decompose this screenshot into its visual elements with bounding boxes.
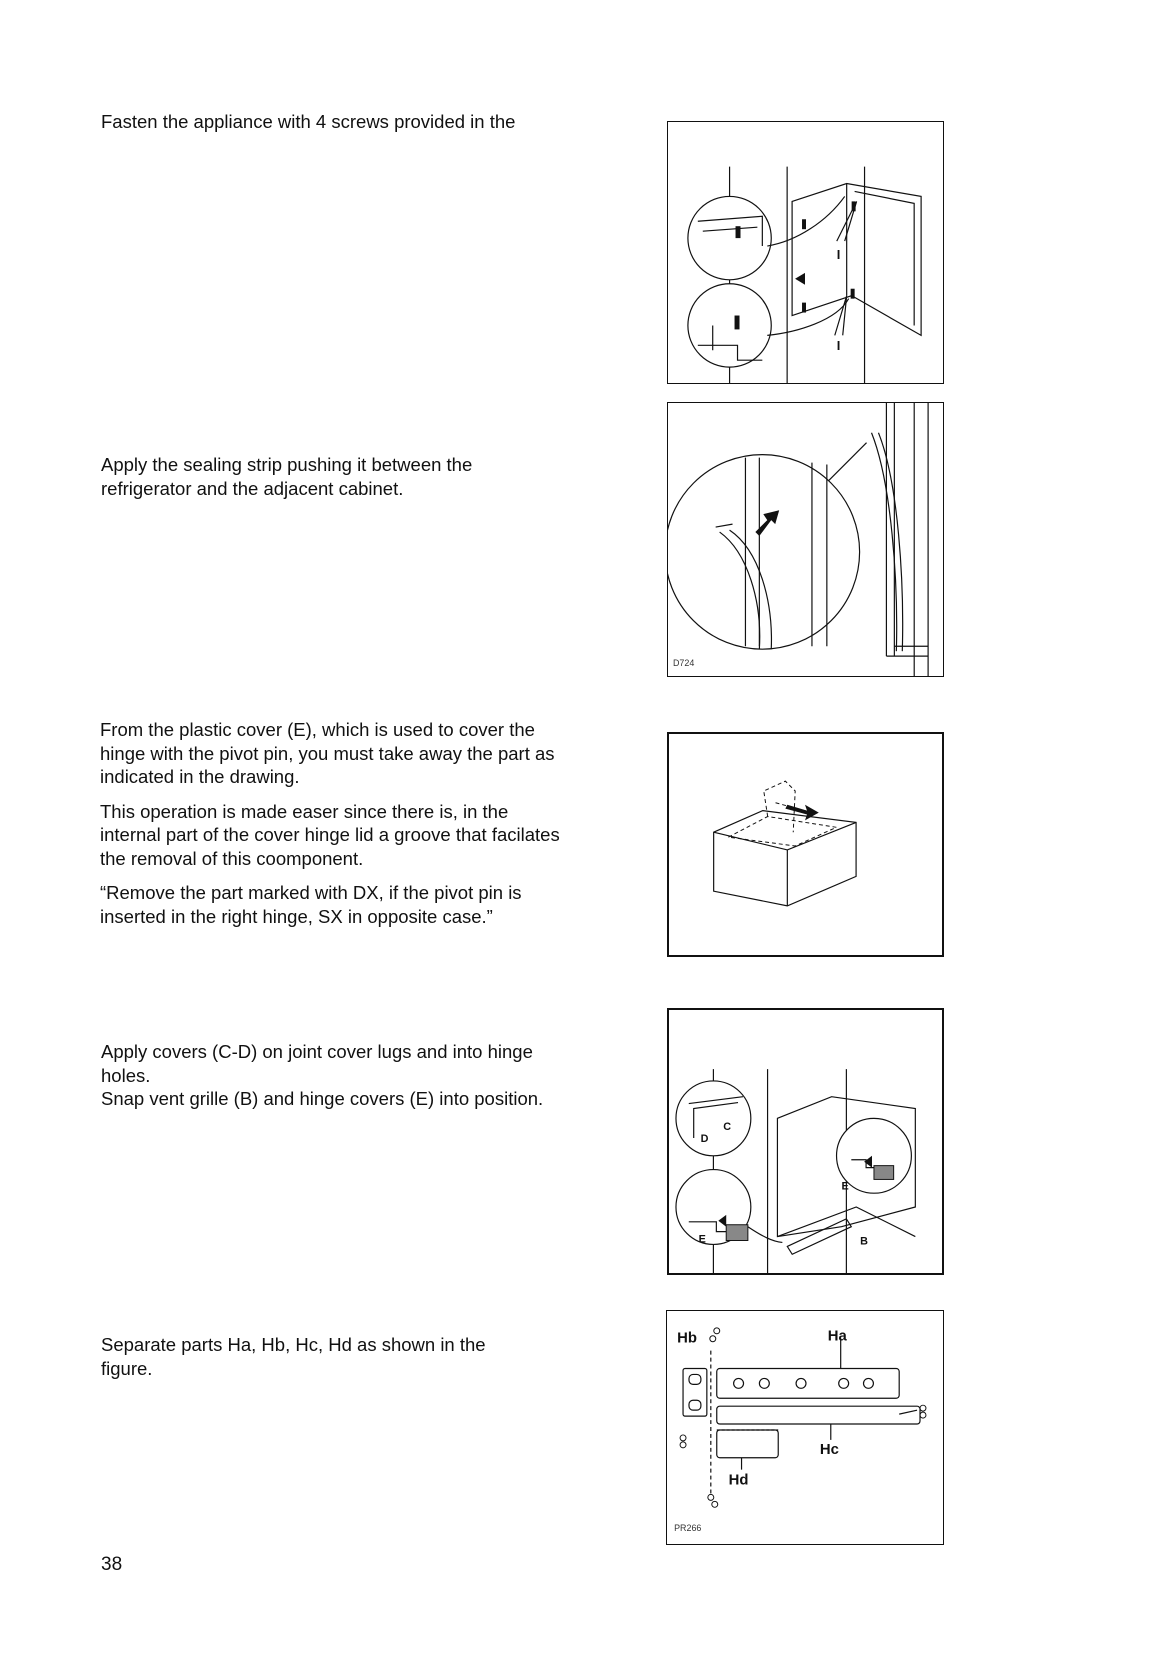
label-d: D (700, 1132, 709, 1145)
label-hb: Hb (677, 1330, 697, 1347)
screw-label-1: I (836, 246, 841, 262)
label-c: C (723, 1121, 732, 1134)
separate-parts-illustration (667, 1311, 943, 1544)
instruction-sealing-strip (101, 453, 541, 511)
paragraph: From the plastic cover (E), which is used to cover the hinge with the pivot pin, you must take away the part as indicated in the drawing. (100, 719, 555, 787)
label-hc: Hc (819, 1441, 839, 1458)
figure-screws (667, 121, 944, 384)
screw-label-2: I (836, 338, 841, 354)
paragraph: Separate parts Ha, Hb, Hc, Hd as shown in the figure. (101, 1334, 486, 1379)
label-e-right: E (841, 1180, 849, 1193)
instruction-separate-parts (101, 1333, 541, 1391)
figure-plastic-cover (667, 732, 944, 957)
label-ha: Ha (827, 1328, 847, 1345)
paragraph: Fasten the appliance with 4 screws provided in the (101, 111, 516, 132)
paragraph: Apply the sealing strip pushing it between the refrigerator and the adjacent cabinet. (101, 454, 473, 499)
page-number: 38 (101, 1554, 123, 1575)
covers-illustration (669, 1010, 942, 1273)
figure-code: PR266 (674, 1523, 702, 1534)
sealing-strip-illustration (668, 403, 943, 676)
paragraph: This operation is made easer since there is, in the internal part of the cover hinge lid a groove that facilates the removal of this coomponent. (100, 800, 560, 869)
label-hd: Hd (728, 1472, 749, 1489)
paragraph: “Remove the part marked with DX, if the pivot pin is inserted in the right hinge, SX in opposite case.” (100, 882, 522, 927)
figure-separate-parts (666, 1310, 944, 1545)
paragraph: Snap vent grille (B) and hinge covers (E) into position. (101, 1088, 544, 1109)
instruction-plastic-cover (100, 718, 570, 939)
figure-sealing-strip (667, 402, 944, 677)
label-b: B (860, 1235, 868, 1248)
instruction-fasten (101, 110, 561, 145)
figure-code: D724 (672, 658, 695, 669)
label-e-left: E (698, 1233, 706, 1246)
screws-illustration (668, 122, 943, 383)
figure-covers (667, 1008, 944, 1275)
instruction-covers (101, 1040, 571, 1111)
plastic-cover-illustration (669, 734, 942, 955)
paragraph: Apply covers (C-D) on joint cover lugs and into hinge holes. (101, 1041, 533, 1086)
